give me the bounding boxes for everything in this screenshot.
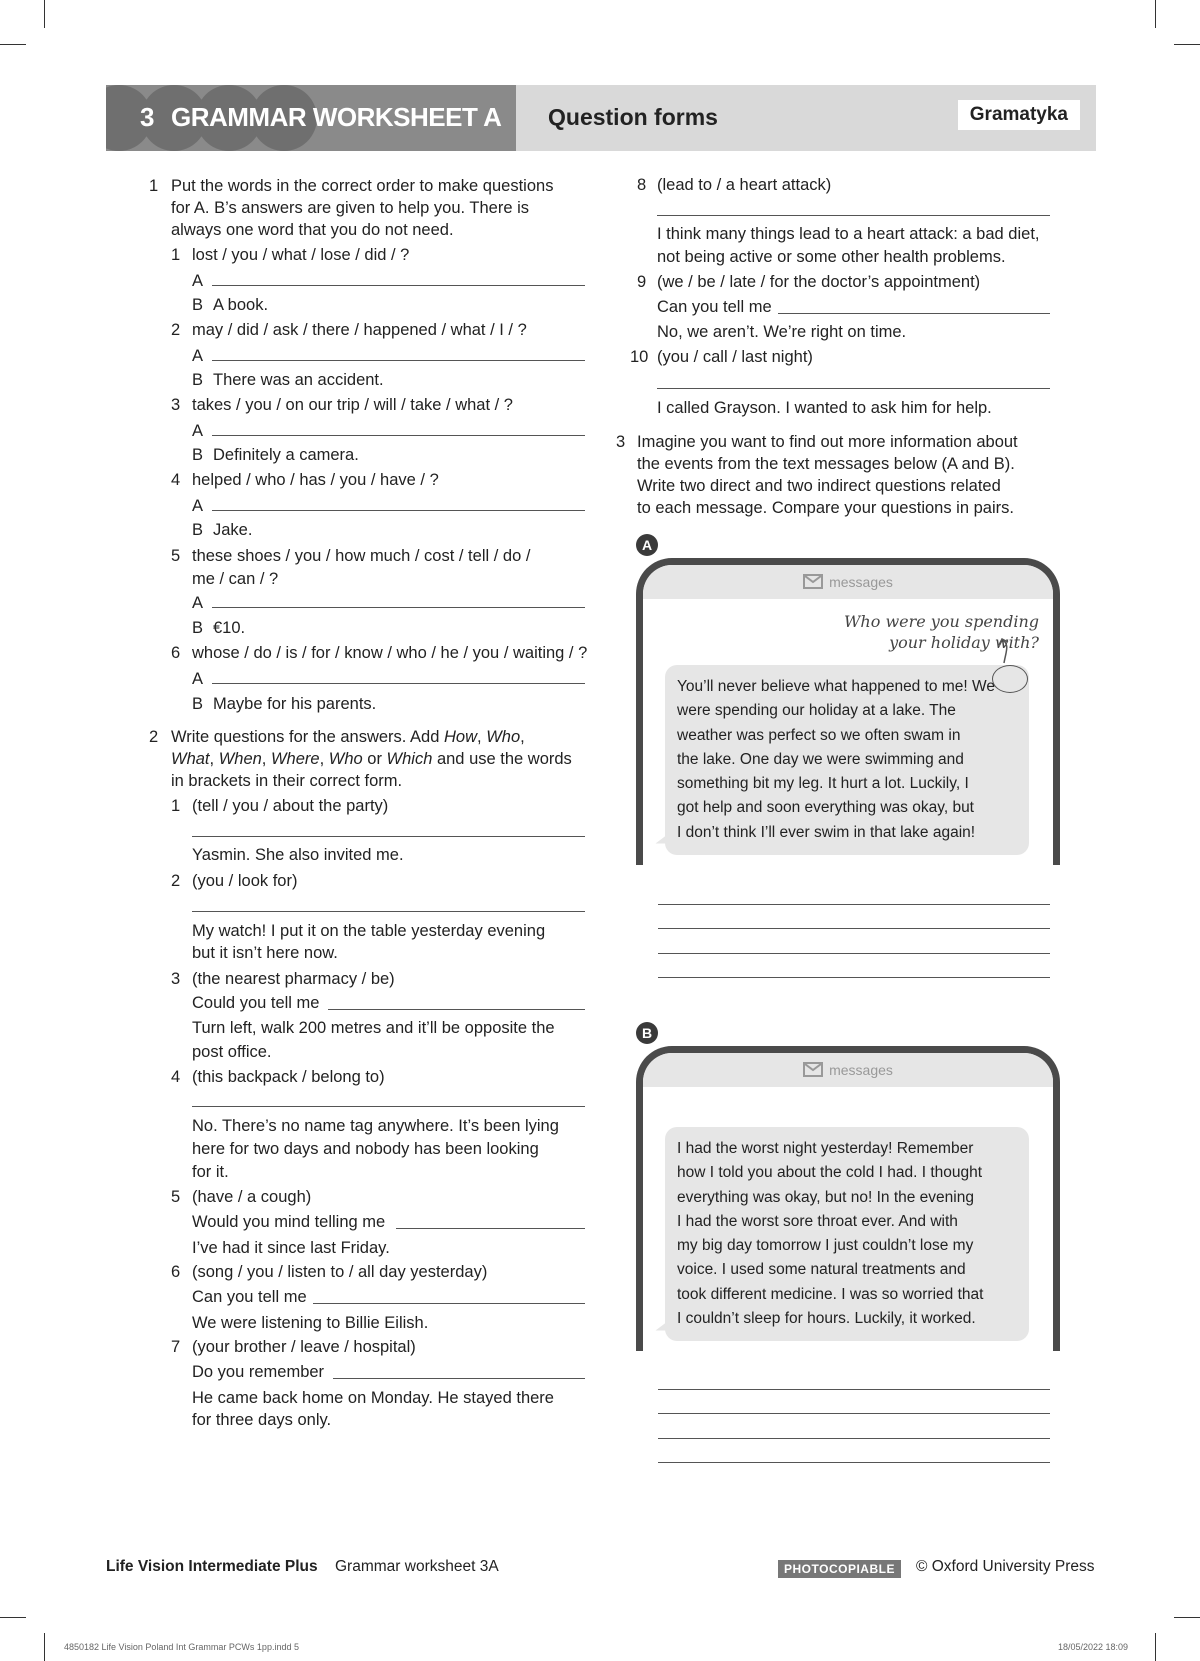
answer-line[interactable] [658, 904, 1050, 905]
speaker-b: B [192, 695, 204, 713]
instruction-keyword: What [171, 750, 210, 768]
answer-text: Yasmin. She also invited me. [192, 846, 404, 864]
bracket-words: (tell / you / about the party) [192, 797, 389, 815]
scrambled-words: takes / you / on our trip / will / take / what / ? [192, 396, 513, 414]
message-bubble [665, 1127, 1029, 1341]
phone-a [636, 558, 1060, 865]
answer-text: post office. [192, 1043, 272, 1061]
circle-mark [992, 665, 1028, 693]
answer-line[interactable] [658, 977, 1050, 978]
envelope-icon [803, 574, 823, 589]
item-number: 10 [630, 348, 649, 366]
prompt-text: Could you tell me [192, 994, 320, 1012]
item-number: 4 [171, 471, 181, 489]
answer-b: A book. [213, 296, 269, 314]
speaker-a: A [192, 272, 204, 290]
item-number: 3 [171, 396, 181, 414]
answer-text: but it isn’t here now. [192, 944, 338, 962]
item-number: 2 [171, 872, 181, 890]
answer-text: No. There’s no name tag anywhere. It’s been lying [192, 1117, 559, 1135]
answer-b: Maybe for his parents. [213, 695, 377, 713]
bracket-words: (you / call / last night) [657, 348, 813, 366]
answer-text: for three days only. [192, 1411, 332, 1429]
item-number: 2 [171, 321, 181, 339]
prompt-text: Would you mind telling me [192, 1213, 386, 1231]
speaker-b: B [192, 521, 204, 539]
answer-line[interactable] [657, 215, 1050, 216]
item-number: 6 [171, 644, 181, 662]
message-label-b: B [636, 1022, 658, 1044]
instruction-line: the events from the text messages below (A and B). [637, 455, 1015, 473]
answer-b: Definitely a camera. [213, 446, 359, 464]
instruction-line: for A. B’s answers are given to help you. There is [171, 199, 529, 217]
scrambled-words: whose / do / is / for / know / who / he / you / waiting / ? [192, 644, 588, 662]
unit-number: 3 [140, 102, 155, 132]
worksheet-title: GRAMMAR WORKSHEET A [171, 102, 502, 132]
message-line: how I told you about the cold I had. I thought [677, 1164, 983, 1182]
answer-text: I’ve had it since last Friday. [192, 1239, 390, 1257]
answer-line[interactable] [658, 1389, 1050, 1390]
answer-line[interactable] [658, 953, 1050, 954]
message-line: took different medicine. I was so worried that [677, 1285, 984, 1303]
crop-mark [44, 1633, 45, 1661]
bracket-words: (have / a cough) [192, 1188, 312, 1206]
envelope-icon [803, 1062, 823, 1077]
note-arrow-icon [998, 637, 1028, 667]
answer-b: There was an accident. [213, 371, 384, 389]
message-line: I couldn’t sleep for hours. Luckily, it worked. [677, 1310, 976, 1328]
message-line: I had the worst sore throat ever. And with [677, 1212, 958, 1230]
exercise-number: 3 [616, 433, 626, 451]
instruction-keyword: Where [270, 750, 320, 768]
message-line: the lake. One day we were swimming and [677, 750, 964, 768]
note-line: your holiday with? [889, 633, 1039, 652]
item-number: 1 [171, 797, 181, 815]
item-number: 8 [637, 176, 647, 194]
print-date: 18/05/2022 18:09 [1058, 1642, 1129, 1652]
prompt-text: Can you tell me [192, 1288, 307, 1306]
scrambled-words: lost / you / what / lose / did / ? [192, 246, 410, 264]
instruction-text: and use the words [432, 750, 572, 768]
answer-text: not being active or some other health problems. [657, 248, 1006, 266]
instruction-line: to each message. Compare your questions in pairs. [637, 499, 1014, 517]
book-title: Life Vision Intermediate Plus [106, 1558, 318, 1575]
crop-mark [1174, 1617, 1200, 1618]
exercise-number: 1 [149, 177, 159, 195]
speaker-a: A [192, 497, 204, 515]
answer-text: I called Grayson. I wanted to ask him for help. [657, 399, 992, 417]
instruction-text: , [477, 728, 487, 746]
speaker-b: B [192, 446, 204, 464]
bracket-words: (the nearest pharmacy / be) [192, 970, 395, 988]
answer-text: He came back home on Monday. He stayed there [192, 1389, 554, 1407]
message-line: You’ll never believe what happened to me! We [677, 678, 995, 695]
instruction-text: Write questions for the answers. Add [171, 728, 444, 746]
item-number: 7 [171, 1338, 181, 1356]
message-bubble [665, 665, 1029, 855]
instruction-keyword: How [444, 728, 478, 746]
scrambled-words: these shoes / you / how much / cost / tell / do / [192, 547, 531, 565]
sheet-name: Grammar worksheet 3A [335, 1558, 499, 1575]
scrambled-words: me / can / ? [192, 570, 279, 588]
answer-line[interactable] [778, 313, 1050, 314]
item-number: 9 [637, 273, 647, 291]
section-badge: Gramatyka [958, 100, 1080, 130]
instruction-keyword: Who [486, 728, 521, 746]
bubble-tail [656, 1322, 668, 1331]
app-name: messages [829, 574, 893, 590]
item-number: 5 [171, 1188, 181, 1206]
instruction-line: Write two direct and two indirect questions related [637, 477, 1001, 495]
speaker-a: A [192, 347, 204, 365]
item-number: 5 [171, 547, 181, 565]
topic-title: Question forms [548, 104, 718, 130]
instruction-line: Imagine you want to find out more information about [637, 433, 1018, 451]
instruction-text: , [261, 750, 271, 768]
instruction-text: , [319, 750, 329, 768]
instruction-text: , [209, 750, 219, 768]
speaker-a: A [192, 670, 204, 688]
bracket-words: (song / you / listen to / all day yesterday) [192, 1263, 488, 1281]
scrambled-words: may / did / ask / there / happened / what / I / ? [192, 321, 527, 339]
answer-text: No, we aren’t. We’re right on time. [657, 323, 907, 341]
crop-mark [0, 1617, 26, 1618]
instruction-keyword: Which [386, 750, 433, 768]
speaker-b: B [192, 371, 204, 389]
answer-b: Jake. [213, 521, 253, 539]
prompt-text: Do you remember [192, 1363, 325, 1381]
message-line: I had the worst night yesterday! Remember [677, 1140, 974, 1157]
answer-text: We were listening to Billie Eilish. [192, 1314, 429, 1332]
print-slug: 4850182 Life Vision Poland Int Grammar PCWs 1pp.indd 5 [64, 1642, 299, 1652]
answer-text: My watch! I put it on the table yesterday evening [192, 922, 546, 940]
message-line: voice. I used some natural treatments and [677, 1261, 966, 1279]
app-name: messages [829, 1062, 893, 1078]
bubble-tail [656, 835, 668, 844]
instruction-line: in brackets in their correct form. [171, 772, 403, 790]
item-number: 1 [171, 246, 181, 264]
item-number: 4 [171, 1068, 181, 1086]
message-line: were spending our holiday at a lake. The [677, 702, 956, 720]
message-line: something bit my leg. It hurt a lot. Luckily, I [677, 775, 969, 793]
bracket-words: (lead to / a heart attack) [657, 176, 832, 194]
instruction-keyword: Who [328, 750, 363, 768]
message-line: weather was perfect so we often swam in [677, 726, 961, 744]
publisher: © Oxford University Press [916, 1558, 1095, 1575]
speaker-a: A [192, 594, 204, 612]
bracket-words: (your brother / leave / hospital) [192, 1338, 416, 1356]
message-label-a: A [636, 534, 658, 556]
answer-line[interactable] [658, 1413, 1050, 1414]
speaker-a: A [192, 422, 204, 440]
scrambled-words: helped / who / has / you / have / ? [192, 471, 439, 489]
instruction-text: , [520, 728, 525, 746]
phone-b [636, 1046, 1060, 1351]
answer-line[interactable] [658, 928, 1050, 929]
message-line: I don’t think I’ll ever swim in that lake again! [677, 823, 976, 841]
message-line: everything was okay, but no! In the evening [677, 1188, 974, 1206]
crop-mark [1155, 1633, 1156, 1661]
answer-line[interactable] [657, 388, 1050, 389]
speaker-b: B [192, 619, 204, 637]
answer-b: €10. [213, 619, 246, 637]
answer-line[interactable] [658, 1462, 1050, 1463]
instruction-line: always one word that you do not need. [171, 221, 454, 239]
message-line: got help and soon everything was okay, but [677, 799, 974, 817]
item-number: 3 [171, 970, 181, 988]
answer-text: Turn left, walk 200 metres and it’ll be opposite the [192, 1019, 555, 1037]
instruction-text: or [362, 750, 387, 768]
answer-text: here for two days and nobody has been looking [192, 1140, 539, 1158]
bracket-words: (you / look for) [192, 872, 298, 890]
instruction-keyword: When [218, 750, 262, 768]
phone-header [643, 565, 1053, 599]
answer-text: for it. [192, 1163, 229, 1181]
photocopiable-badge: PHOTOCOPIABLE [778, 1560, 901, 1578]
item-number: 6 [171, 1263, 181, 1281]
answer-text: I think many things lead to a heart attack: a bad diet, [657, 225, 1040, 243]
bracket-words: (we / be / late / for the doctor’s appointment) [657, 273, 981, 291]
prompt-text: Can you tell me [657, 298, 772, 316]
phone-header [643, 1053, 1053, 1087]
instruction-line: Put the words in the correct order to make questions [171, 177, 554, 195]
message-line: my big day tomorrow I just couldn’t lose my [677, 1237, 974, 1255]
exercise-number: 2 [149, 728, 159, 746]
speaker-b: B [192, 296, 204, 314]
bracket-words: (this backpack / belong to) [192, 1068, 385, 1086]
answer-line[interactable] [658, 1438, 1050, 1439]
note-line: Who were you spending [843, 612, 1039, 631]
